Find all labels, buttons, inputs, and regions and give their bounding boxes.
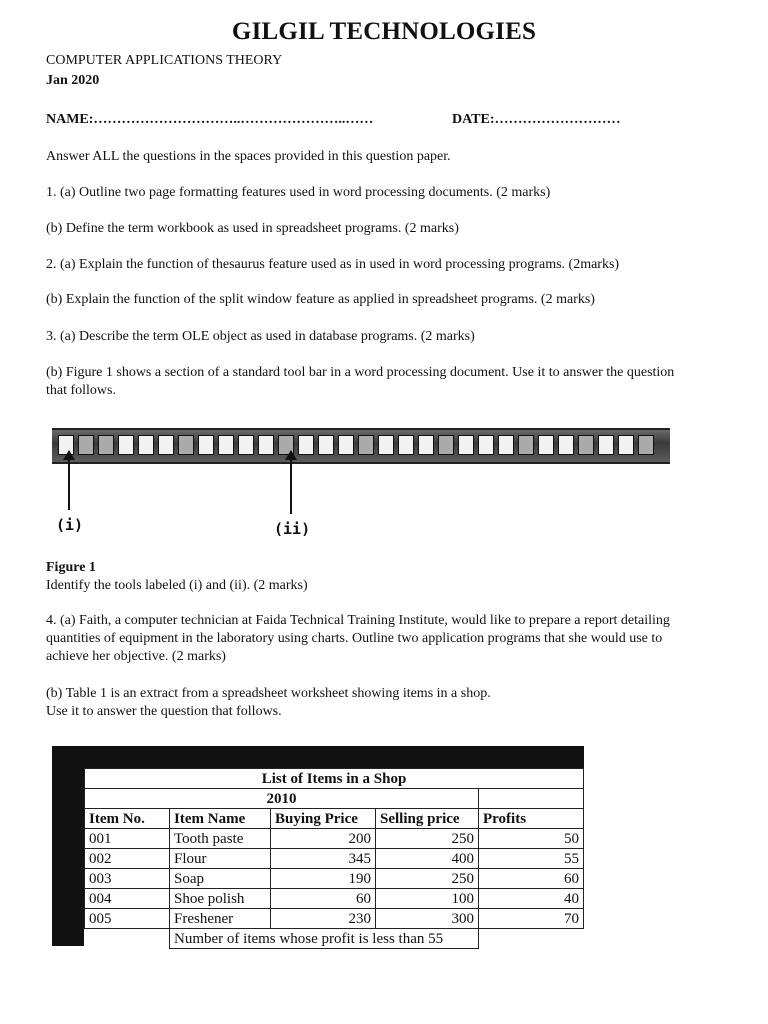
arrow-ii-line xyxy=(290,458,292,514)
cut-icon xyxy=(238,435,254,455)
toolbar-icon xyxy=(638,435,654,455)
question-4b-line1: (b) Table 1 is an extract from a spreadsheet worksheet showing items in a shop. xyxy=(46,686,491,701)
format-painter-icon xyxy=(298,435,314,455)
tables-icon xyxy=(378,435,394,455)
date-field-label: DATE:……………………… xyxy=(452,112,621,127)
item-name: Shoe polish xyxy=(170,889,271,909)
columns-icon xyxy=(438,435,454,455)
redo-icon xyxy=(338,435,354,455)
question-3b: (b) Figure 1 shows a section of a standard tool bar in a word processing document. Use it to answer the question that follows. xyxy=(46,365,675,398)
item-no: 002 xyxy=(85,849,170,869)
table-row xyxy=(85,909,584,929)
research-icon xyxy=(218,435,234,455)
table-row xyxy=(85,829,584,849)
table-footer-row xyxy=(85,929,584,949)
column-header: Item No. xyxy=(85,809,170,829)
item-no: 003 xyxy=(85,869,170,889)
toolbar-icon xyxy=(618,435,634,455)
selling-price: 400 xyxy=(376,849,479,869)
zoom-icon xyxy=(518,435,534,455)
item-no: 004 xyxy=(85,889,170,909)
question-1a: 1. (a) Outline two page formatting features used in word processing documents. (2 marks) xyxy=(46,185,551,200)
document-map-icon xyxy=(478,435,494,455)
question-3a: 3. (a) Describe the term OLE object as used in database programs. (2 marks) xyxy=(46,329,475,344)
toolbar-options-icon xyxy=(578,435,594,455)
table-figure xyxy=(52,746,584,946)
column-header: Item Name xyxy=(170,809,271,829)
table-cell xyxy=(479,929,584,949)
email-icon xyxy=(138,435,154,455)
insert-table-icon xyxy=(398,435,414,455)
excel-icon xyxy=(418,435,434,455)
scan-border xyxy=(52,746,584,768)
profit: 50 xyxy=(479,829,584,849)
column-header: Buying Price xyxy=(271,809,376,829)
table-header-row xyxy=(85,809,584,829)
table-row xyxy=(85,889,584,909)
undo-icon xyxy=(318,435,334,455)
selling-price: 100 xyxy=(376,889,479,909)
profit: 55 xyxy=(479,849,584,869)
figure-question: Identify the tools labeled (i) and (ii). (2 marks) xyxy=(46,578,308,593)
paper-date: Jan 2020 xyxy=(46,73,100,88)
toolbar-icon xyxy=(598,435,614,455)
column-header: Selling price xyxy=(376,809,479,829)
name-field-label: NAME:…………………………..…………………..…… xyxy=(46,112,374,127)
show-hide-icon xyxy=(498,435,514,455)
profit: 70 xyxy=(479,909,584,929)
table-year: 2010 xyxy=(85,789,479,809)
table-title: List of Items in a Shop xyxy=(85,769,584,789)
table-row xyxy=(85,849,584,869)
buying-price: 230 xyxy=(271,909,376,929)
item-no: 005 xyxy=(85,909,170,929)
buying-price: 190 xyxy=(271,869,376,889)
paper-subtitle: COMPUTER APPLICATIONS THEORY xyxy=(46,53,283,68)
spelling-icon xyxy=(198,435,214,455)
item-name: Soap xyxy=(170,869,271,889)
figure-label: Figure 1 xyxy=(46,560,96,575)
buying-price: 345 xyxy=(271,849,376,869)
question-4a: 4. (a) Faith, a computer technician at Faida Technical Training Institute, would like to prepare a report detailing quantities of equipment in the laboratory using charts. Outline two application programs that she would use to achieve her objective. (2 marks) xyxy=(46,613,670,664)
instructions: Answer ALL the questions in the spaces provided in this question paper. xyxy=(46,149,451,164)
label-i: (i) xyxy=(56,516,84,534)
table-cell xyxy=(479,789,584,809)
toolbar-figure xyxy=(52,428,670,464)
save-icon xyxy=(98,435,114,455)
selling-price: 250 xyxy=(376,829,479,849)
question-4b-line2: Use it to answer the question that follows. xyxy=(46,704,282,719)
profit: 40 xyxy=(479,889,584,909)
question-2a: 2. (a) Explain the function of thesaurus feature used as in used in word processing programs. (2marks) xyxy=(46,257,620,272)
scan-border xyxy=(52,746,84,946)
selling-price: 250 xyxy=(376,869,479,889)
item-name: Freshener xyxy=(170,909,271,929)
permission-icon xyxy=(118,435,134,455)
buying-price: 60 xyxy=(271,889,376,909)
table-footer: Number of items whose profit is less than 55 xyxy=(170,929,479,949)
item-no: 001 xyxy=(85,829,170,849)
table-cell xyxy=(85,929,170,949)
shop-items-table xyxy=(84,768,584,949)
table-row xyxy=(85,869,584,889)
buying-price: 200 xyxy=(271,829,376,849)
print-preview-icon xyxy=(178,435,194,455)
question-1b: (b) Define the term workbook as used in spreadsheet programs. (2 marks) xyxy=(46,221,459,236)
column-header: Profits xyxy=(479,809,584,829)
print-icon xyxy=(158,435,174,455)
open-icon xyxy=(78,435,94,455)
selling-price: 300 xyxy=(376,909,479,929)
hyperlink-icon xyxy=(358,435,374,455)
item-name: Tooth paste xyxy=(170,829,271,849)
item-name: Flour xyxy=(170,849,271,869)
label-ii: (ii) xyxy=(274,520,311,538)
copy-icon xyxy=(258,435,274,455)
read-icon xyxy=(558,435,574,455)
arrow-i-line xyxy=(68,458,70,510)
page-title: GILGIL TECHNOLOGIES xyxy=(231,18,537,45)
drawing-icon xyxy=(458,435,474,455)
profit: 60 xyxy=(479,869,584,889)
help-icon xyxy=(538,435,554,455)
question-2b: (b) Explain the function of the split window feature as applied in spreadsheet programs. (2 marks) xyxy=(46,292,595,307)
